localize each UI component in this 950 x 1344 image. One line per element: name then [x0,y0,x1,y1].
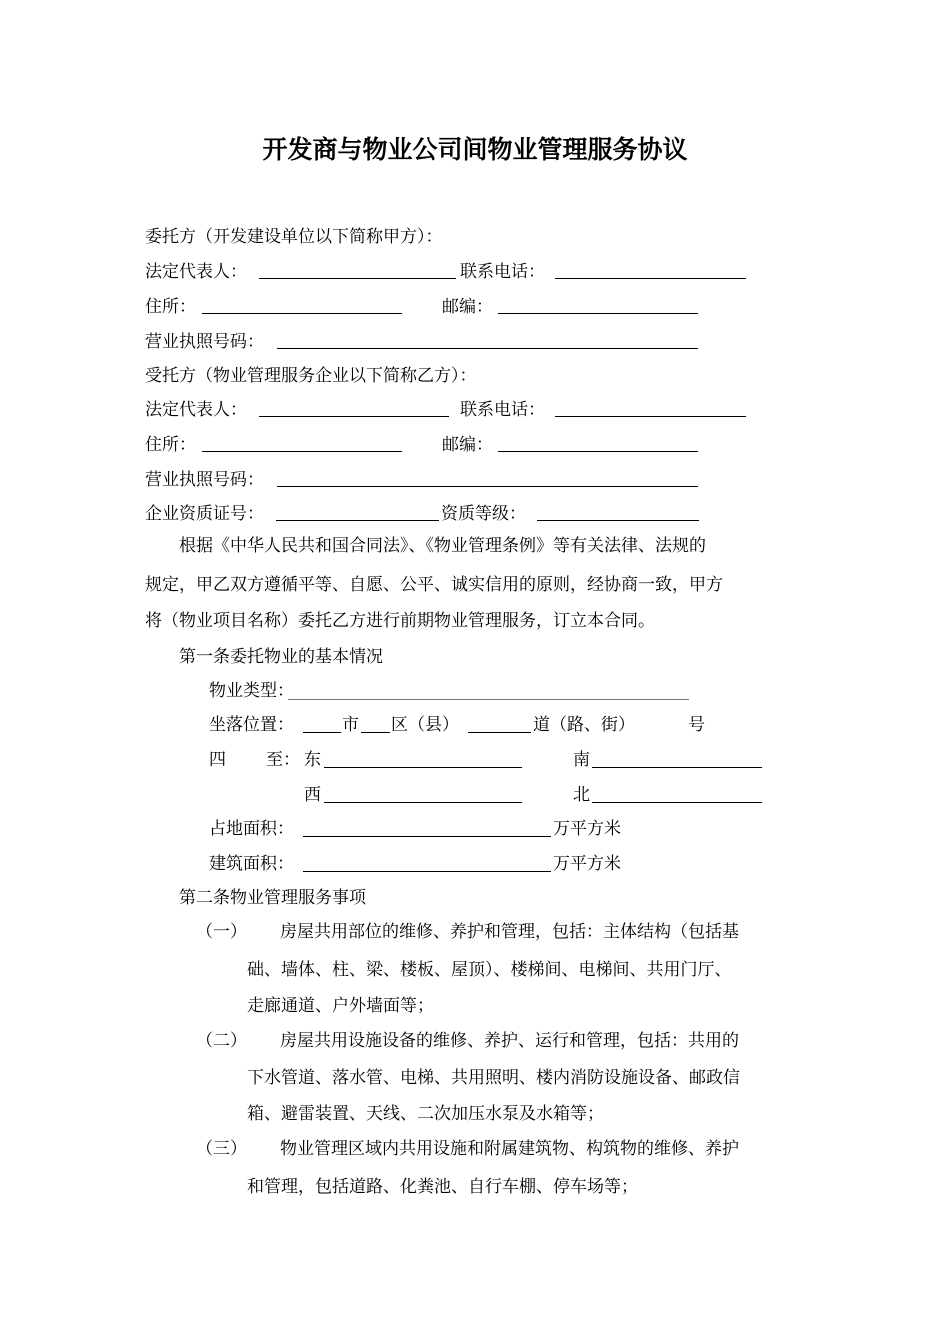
party-a-phone-field[interactable] [555,278,746,279]
party-b-license-field[interactable] [277,486,698,487]
party-a-address-field[interactable] [202,313,402,314]
property-type-field[interactable] [288,699,689,700]
property-type-label: 物业类型： [209,681,294,701]
preamble-line-2: 规定，甲乙双方遵循平等、自愿、公平、诚实信用的原则，经协商一致，甲方 [145,575,723,595]
party-b-address-label: 住所： [145,435,196,455]
party-a-heading: 委托方（开发建设单位以下简称甲方）： [145,227,443,247]
party-b-zip-label: 邮编： [442,435,493,455]
bound-west-label: 西 [304,785,321,805]
land-area-field[interactable] [303,836,551,837]
item-1-line-3: 走廊通道、户外墙面等； [247,996,434,1016]
party-a-zip-label: 邮编： [442,297,493,317]
bound-south-label: 南 [573,750,590,770]
item-3-line-1: 物业管理区域内共用设施和附属建筑物、构筑物的维修、养护 [280,1139,739,1159]
location-road-field[interactable] [468,732,531,733]
page-title: 开发商与物业公司间物业管理服务协议 [262,135,688,164]
item-1-number: （一） [196,922,247,942]
build-area-unit: 万平方米 [553,854,621,874]
location-district-label: 区（县） [391,715,459,735]
item-2-number: （二） [196,1031,247,1051]
party-b-rep-field[interactable] [259,416,449,417]
bound-west-field[interactable] [324,802,522,803]
party-b-rep-label: 法定代表人： [145,400,247,420]
location-number-label: 号 [688,715,705,735]
location-district-field[interactable] [361,732,390,733]
location-label: 坐落位置： [209,715,294,735]
location-city-label: 市 [342,715,359,735]
party-b-heading: 受托方（物业管理服务企业以下简称乙方）： [145,366,477,386]
bounds-label-2: 至： [266,750,300,770]
preamble-line-3: 将（物业项目名称）委托乙方进行前期物业管理服务，订立本合同。 [145,611,655,631]
bound-east-field[interactable] [324,767,522,768]
party-b-grade-label: 资质等级： [441,504,526,524]
party-b-zip-field[interactable] [498,451,698,452]
build-area-label: 建筑面积： [209,854,294,874]
bound-north-label: 北 [573,785,590,805]
party-a-license-field[interactable] [277,348,698,349]
party-b-license-label: 营业执照号码： [145,470,264,490]
party-b-grade-field[interactable] [537,520,699,521]
bound-east-label: 东 [304,750,321,770]
party-a-address-label: 住所： [145,297,196,317]
bound-north-field[interactable] [592,802,762,803]
location-city-field[interactable] [303,732,341,733]
bounds-label-1: 四 [209,750,226,770]
party-b-cert-label: 企业资质证号： [145,504,264,524]
item-2-line-2: 下水管道、落水管、电梯、共用照明、楼内消防设施设备、邮政信 [247,1068,740,1088]
party-a-license-label: 营业执照号码： [145,332,264,352]
party-b-cert-field[interactable] [276,520,439,521]
item-3-line-2: 和管理，包括道路、化粪池、自行车棚、停车场等； [247,1177,638,1197]
party-a-rep-label: 法定代表人： [145,262,247,282]
party-b-phone-label: 联系电话： [460,400,545,420]
party-a-rep-field[interactable] [259,278,456,279]
build-area-field[interactable] [303,871,551,872]
bound-south-field[interactable] [592,767,762,768]
article-1-heading: 第一条委托物业的基本情况 [179,647,383,667]
land-area-label: 占地面积： [209,819,294,839]
item-1-line-1: 房屋共用部位的维修、养护和管理，包括：主体结构（包括基 [280,922,739,942]
item-2-line-1: 房屋共用设施设备的维修、养护、运行和管理，包括：共用的 [280,1031,739,1051]
party-a-zip-field[interactable] [498,313,698,314]
item-1-line-2: 础、墙体、柱、梁、楼板、屋顶）、楼梯间、电梯间、共用门厅、 [247,960,732,980]
land-area-unit: 万平方米 [553,819,621,839]
item-2-line-3: 箱、避雷装置、天线、二次加压水泵及水箱等； [247,1104,604,1124]
party-a-phone-label: 联系电话： [460,262,545,282]
party-b-address-field[interactable] [202,451,402,452]
party-b-phone-field[interactable] [555,416,746,417]
item-3-number: （三） [196,1139,247,1159]
location-road-label: 道（路、街） [533,715,635,735]
article-2-heading: 第二条物业管理服务事项 [179,888,366,908]
preamble-line-1: 根据《中华人民共和国合同法》、《物业管理条例》等有关法律、法规的 [179,536,706,556]
